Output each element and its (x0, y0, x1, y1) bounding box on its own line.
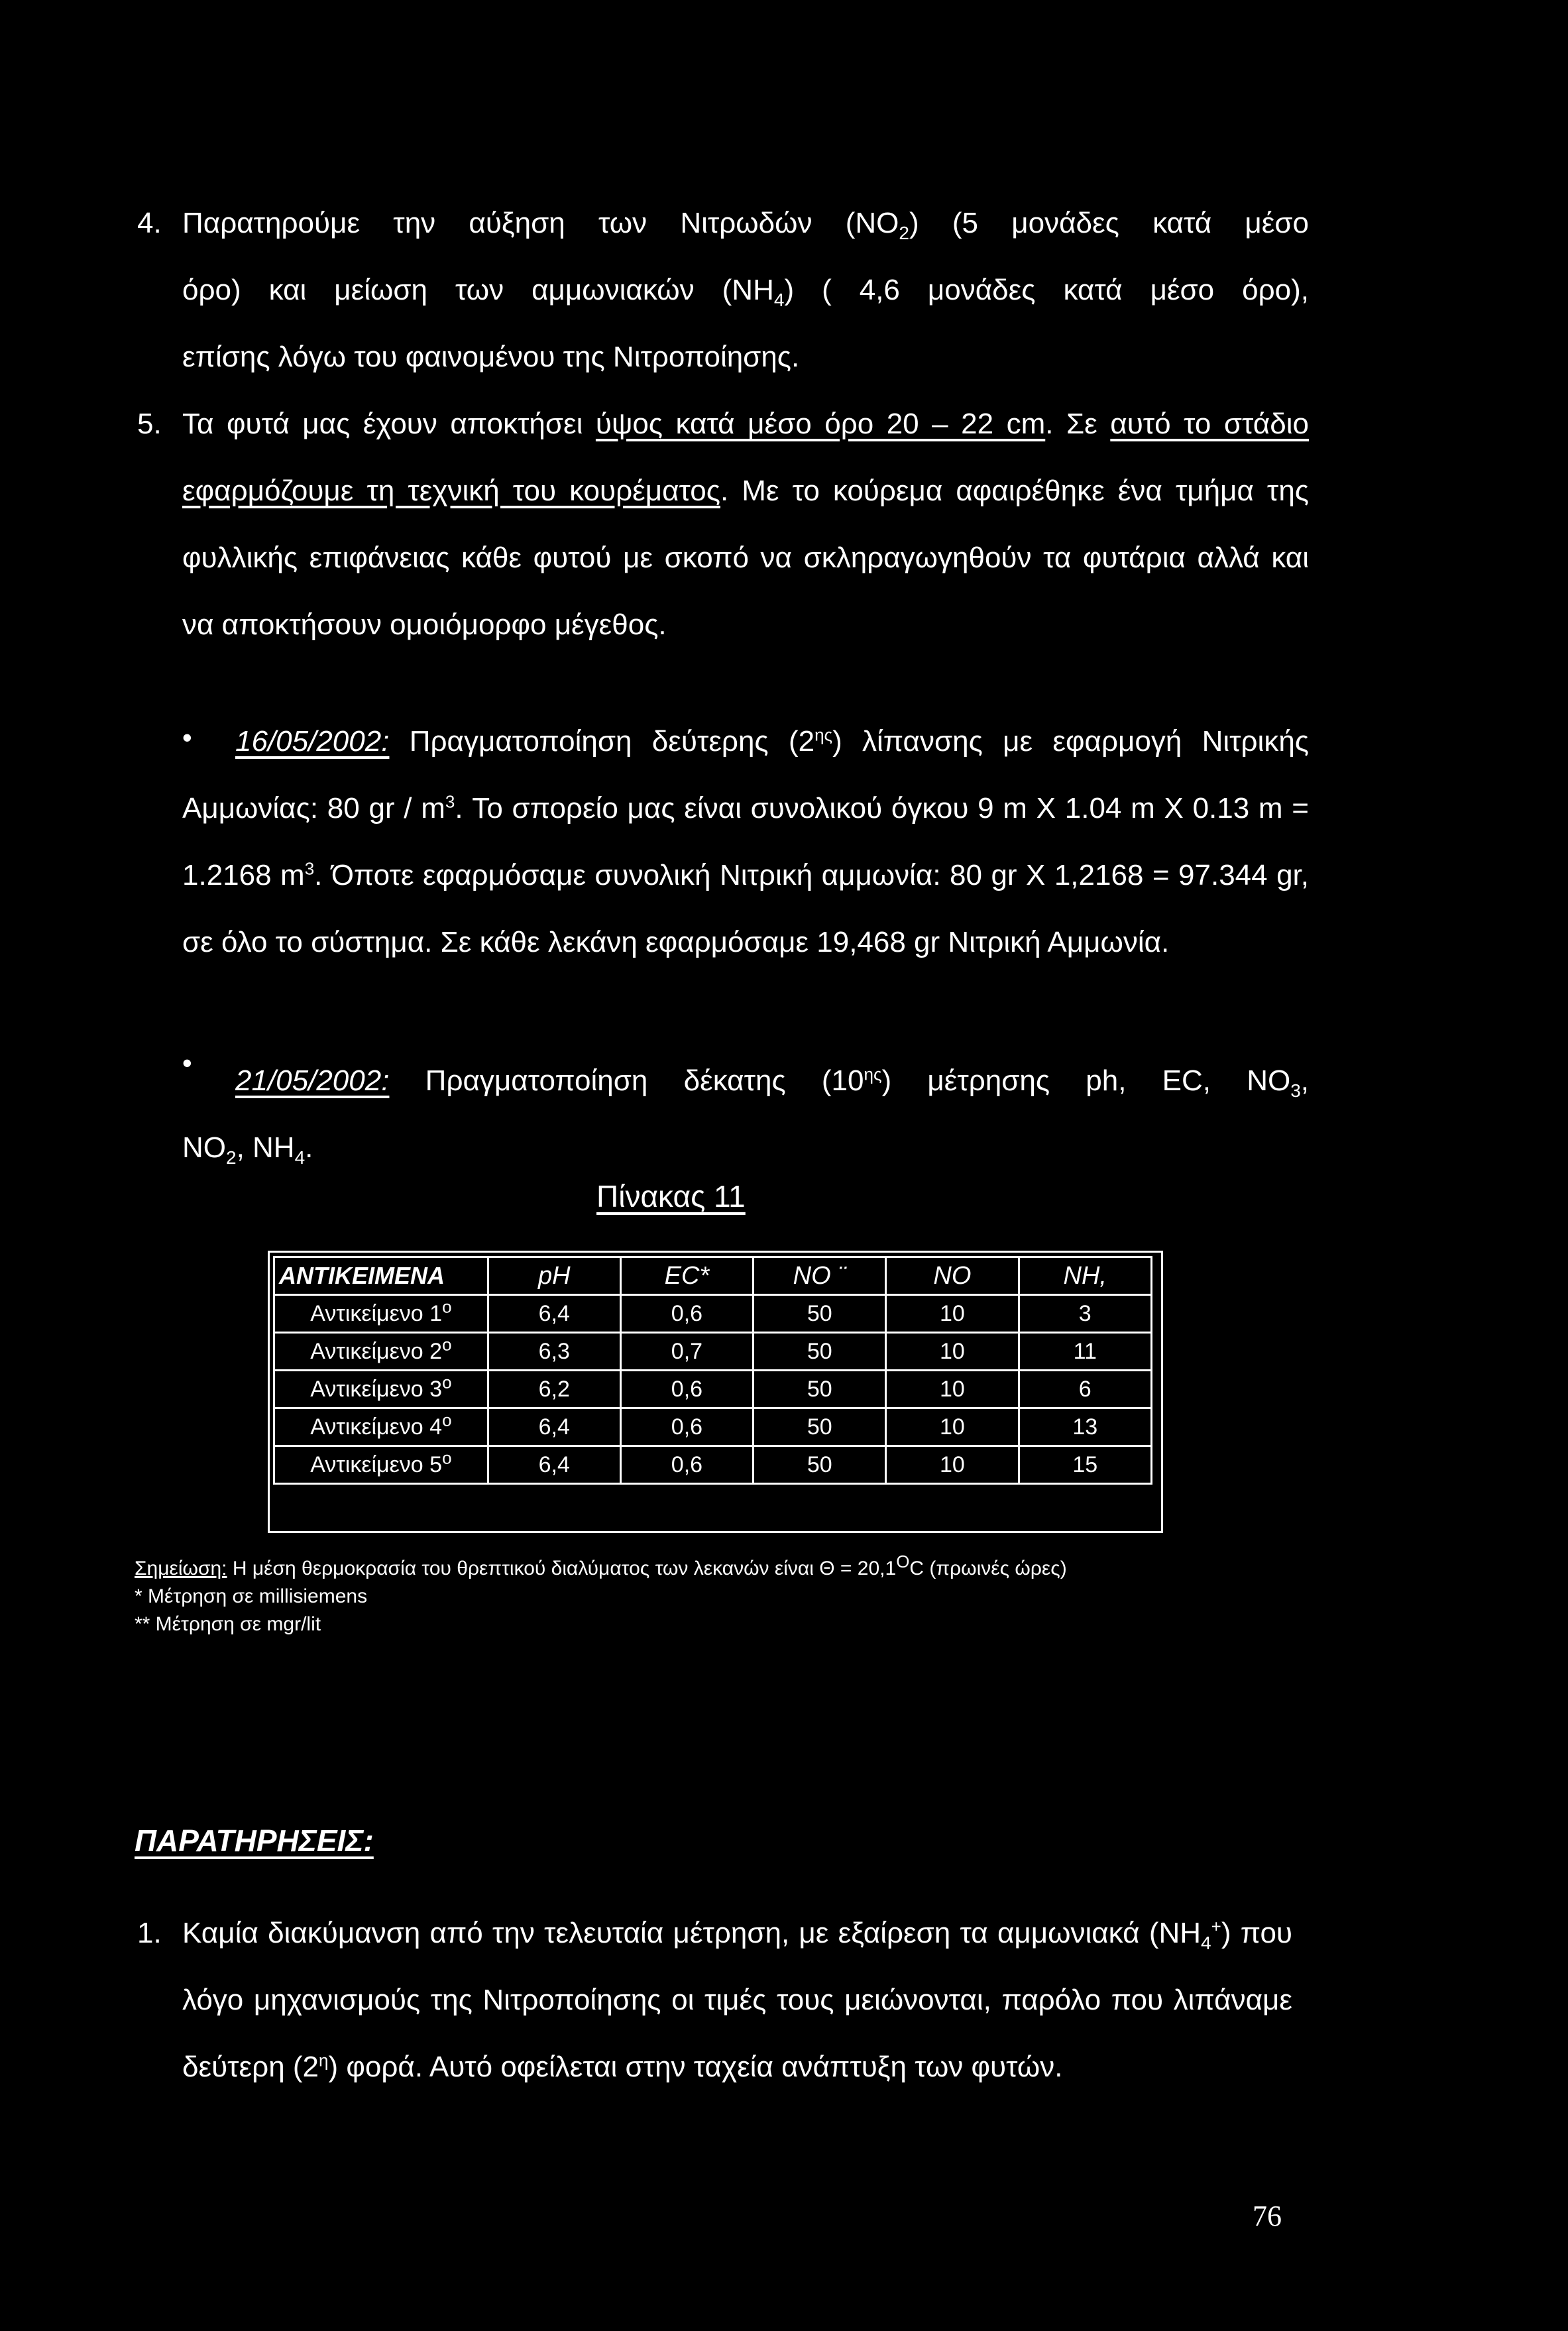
cell-nh: 3 (1019, 1295, 1152, 1333)
row-label: Αντικείμενο $5^o$ (274, 1446, 488, 1484)
cell-ec: 0,6 (620, 1295, 754, 1333)
cell-nh: 15 (1019, 1446, 1152, 1484)
table-header-row (274, 1257, 1152, 1295)
note-label: Σημείωση: (135, 1558, 227, 1579)
footnote-2: ** Μέτρηση σε mgr/lit (135, 1613, 321, 1635)
note-line: Σημείωση: Η μέση θερμοκρασία του θρεπτικού διαλύματος των λεκανών είναι $\Theta = 20,1^OC$ (πρωινές ώρες) (135, 1552, 1067, 1579)
bullet-2-paragraph: 21/05/2002: Πραγματοποίηση δέκατης $(10^{\eta\varsigma})$ μέτρησης ph, EC, $NO_3$, $NO_2$, $NH_4$. (182, 1064, 1310, 1168)
bullet-icon: • (182, 722, 192, 753)
bullet-icon: • (182, 1047, 192, 1078)
cell-no-b: 10 (886, 1408, 1019, 1446)
cell-ph: 6,4 (488, 1446, 620, 1484)
cell-no-b: 10 (886, 1446, 1019, 1484)
cell-no-b: 10 (886, 1371, 1019, 1408)
table-row (274, 1333, 1152, 1371)
cell-ec: 0,6 (620, 1446, 754, 1484)
measurements-table (273, 1256, 1152, 1485)
cell-ph: 6,4 (488, 1408, 620, 1446)
item-5: 5. Τα φυτά μας έχουν αποκτήσει ύψος κατά μέσο όρο 20 – 22 cm. Σε αυτό το στάδιο εφαρμόζουμε τη τεχνική του κουρέματος. Με το κούρεμα αφαιρέθηκε ένα τμήμα της φυλλικής επιφάνειας κάθε φυτού με σκοπό να σκληραγωγηθούν τα φυτάρια αλλά και να αποκτήσουν ομοιόμορφο μέγεθος. (182, 390, 1309, 658)
cell-no-a: 50 (754, 1408, 886, 1446)
item-5-number: 5. (137, 408, 162, 440)
item-4 (137, 190, 1310, 390)
cell-no-b: 10 (886, 1333, 1019, 1371)
header-ec: EC* (620, 1257, 754, 1295)
observations-heading: ΠΑΡΑΤΗΡΗΣΕΙΣ: (135, 1823, 374, 1858)
bullet-2-date: 21/05/2002: (235, 1064, 390, 1097)
header-ph: pH (488, 1257, 620, 1295)
header-objects: ΑΝΤΙΚΕΙΜΕΝΑ (274, 1257, 488, 1295)
row-label: Αντικείμενο $4^o$ (274, 1408, 488, 1446)
item-5-underlined-technique: αυτό το στάδιο εφαρμόζουμε τη τεχνική του κουρέματος (182, 408, 1309, 507)
cell-no-a: 50 (754, 1295, 886, 1333)
table-row (274, 1371, 1152, 1408)
footnote-1: * Μέτρηση σε millisiemens (135, 1585, 368, 1607)
item-4-line-3: επίσης λόγω του φαινομένου της Νιτροποίησης. (182, 341, 800, 373)
page-number: 76 (1253, 2200, 1282, 2232)
cell-nh: 6 (1019, 1371, 1152, 1408)
cell-nh: 11 (1019, 1333, 1152, 1371)
bullet-1-paragraph: 16/05/2002: Πραγματοποίηση δεύτερης $(2^{\eta\varsigma})$ λίπανσης με εφαρμογή Νιτρικής Αμμωνίας: 80 gr / $m^3$. Το σπορείο μας είναι συνολικού όγκου 9 m X 1.04 m X 0.13 m = 1.2168 $m^3$. Όποτε εφαρμόσαμε συνολική Νιτρική αμμωνία: 80 gr X 1,2168 = 97.344 gr, σε όλο το σύστημα. Σε κάθε λεκάνη εφαρμόσαμε 19,468 gr Νιτρική Αμμωνία. (182, 724, 1309, 958)
cell-ec: 0,7 (620, 1333, 754, 1371)
observation-1: 1. Καμία διακύμανση από την τελευταία μέτρηση, με εξαίρεση τα αμμωνιακά $(NH_4^+)$ που λόγο μηχανισμούς της Νιτροποίησης οι τιμές τους μειώνονται, παρόλο που λιπάναμε δεύτερη $(2^\eta)$ φορά. Αυτό οφείλεται στην ταχεία ανάπτυξη των φυτών. (182, 1900, 1292, 2100)
item-4-number: 4. (137, 207, 162, 239)
cell-no-b: 10 (886, 1295, 1019, 1333)
cell-ph: 6,2 (488, 1371, 620, 1408)
cell-nh: 13 (1019, 1408, 1152, 1446)
cell-no-a: 50 (754, 1371, 886, 1408)
header-no-a: NO ¨ (754, 1257, 886, 1295)
table-row (274, 1446, 1152, 1484)
cell-ph: 6,3 (488, 1333, 620, 1371)
table-title: Πίνακας 11 (596, 1179, 746, 1214)
row-label: Αντικείμενο $1^o$ (274, 1295, 488, 1333)
observation-1-number: 1. (137, 1917, 162, 1949)
cell-ec: 0,6 (620, 1371, 754, 1408)
item-4-line-1: Παρατηρούμε την αύξηση των Νιτρωδών $(NO_2)$ (5 μονάδες κατά μέσο (182, 207, 1310, 243)
cell-ec: 0,6 (620, 1408, 754, 1446)
item-5-underlined-height: ύψος κατά μέσο όρο 20 – 22 cm (595, 408, 1046, 440)
row-label: Αντικείμενο $2^o$ (274, 1333, 488, 1371)
item-4-line-2: όρο) και μείωση των αμμωνιακών $(NH_4)$ ( 4,6 μονάδες κατά μέσο όρο), (182, 274, 1310, 310)
table-row (274, 1295, 1152, 1333)
table-note (135, 1552, 1261, 1638)
cell-no-a: 50 (754, 1446, 886, 1484)
bullet-1-date: 16/05/2002: (235, 725, 390, 758)
cell-ph: 6,4 (488, 1295, 620, 1333)
cell-no-a: 50 (754, 1333, 886, 1371)
header-nh: NH, (1019, 1257, 1152, 1295)
table-row (274, 1408, 1152, 1446)
header-no-b: NO (886, 1257, 1019, 1295)
row-label: Αντικείμενο $3^o$ (274, 1371, 488, 1408)
